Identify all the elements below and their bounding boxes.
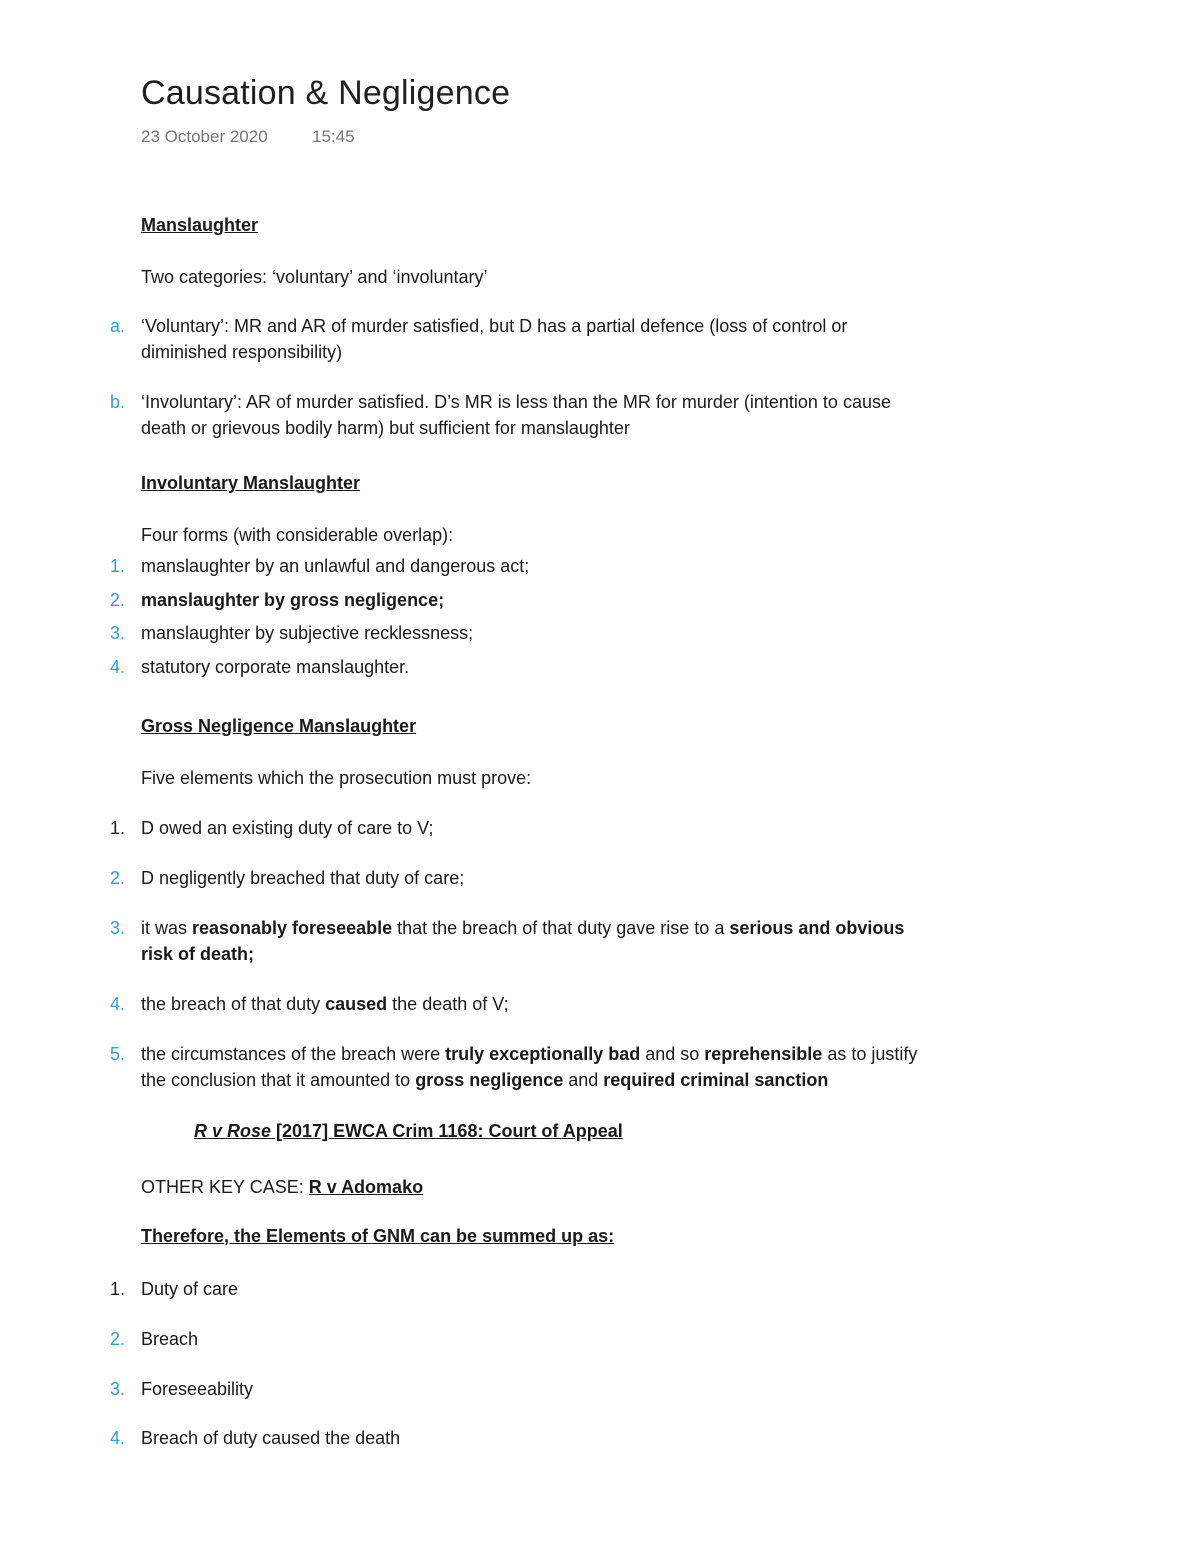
list-marker: 1. (109, 556, 125, 576)
other-key-case: OTHER KEY CASE: R v Adomako (141, 1177, 424, 1197)
other-case-name: R v Adomako (308, 1177, 424, 1197)
list-marker: 4. (109, 657, 125, 677)
list-item-text: Breach of duty caused the death (141, 1428, 401, 1448)
page-title: Causation & Negligence (141, 74, 511, 112)
list-item-text: Foreseeability (141, 1379, 254, 1399)
list-marker: 3. (109, 1379, 125, 1399)
manslaughter-heading: Manslaughter (141, 215, 259, 235)
list-marker: a. (109, 316, 125, 336)
list-item-text: manslaughter by gross negligence; (141, 590, 445, 610)
list-item-text: ‘Involuntary’: AR of murder satisfied. D’s MR is less than the MR for murder (intention to cause (141, 392, 891, 412)
list-marker: 4. (109, 994, 125, 1014)
list-item-text: Duty of care (141, 1279, 239, 1299)
list-item-text: D negligently breached that duty of care; (141, 868, 465, 888)
gnm-heading: Gross Negligence Manslaughter (141, 716, 417, 736)
list-marker: 3. (109, 623, 125, 643)
case-name: R v Rose (194, 1121, 272, 1141)
gnm-intro: Five elements which the prosecution must prove: (141, 768, 532, 788)
list-marker: 2. (109, 590, 125, 610)
list-item-text: diminished responsibility) (141, 342, 343, 362)
list-item-text: the conclusion that it amounted to gross negligence and required criminal sanction (141, 1070, 829, 1090)
list-marker: 4. (109, 1428, 125, 1448)
note-date: 23 October 2020 (141, 127, 268, 146)
list-marker: 1. (109, 1279, 125, 1299)
list-marker: 2. (109, 868, 125, 888)
note-time: 15:45 (312, 127, 355, 146)
list-marker: 1. (109, 818, 125, 838)
list-item-text: manslaughter by subjective recklessness; (141, 623, 474, 643)
manslaughter-intro: Two categories: ‘voluntary’ and ‘involuntary’ (141, 267, 488, 287)
list-item-text: statutory corporate manslaughter. (141, 657, 410, 677)
list-item-text: D owed an existing duty of care to V; (141, 818, 434, 838)
case-reference (194, 1118, 623, 1144)
list-item-text: risk of death; (141, 944, 255, 964)
list-item-text: manslaughter by an unlawful and dangerous act; (141, 556, 530, 576)
list-item-text: ‘Voluntary’: MR and AR of murder satisfied, but D has a partial defence (loss of control or (141, 316, 848, 336)
list-item-text: death or grievous bodily harm) but sufficient for manslaughter (141, 418, 630, 438)
list-item-text: the circumstances of the breach were truly exceptionally bad and so reprehensible as to justify (141, 1044, 918, 1064)
summary-heading: Therefore, the Elements of GNM can be summed up as: (141, 1226, 615, 1246)
list-marker: 3. (109, 918, 125, 938)
list-item-text: Breach (141, 1329, 199, 1349)
list-marker: b. (109, 392, 125, 412)
case-citation: [2017] EWCA Crim 1168: Court of Appeal (271, 1121, 623, 1141)
list-marker: 5. (109, 1044, 125, 1064)
involuntary-intro: Four forms (with considerable overlap): (141, 525, 454, 545)
involuntary-heading: Involuntary Manslaughter (141, 473, 361, 493)
list-item-text: it was reasonably foreseeable that the breach of that duty gave rise to a serious and obvious (141, 918, 905, 938)
list-item-text: the breach of that duty caused the death of V; (141, 994, 509, 1014)
list-marker: 2. (109, 1329, 125, 1349)
